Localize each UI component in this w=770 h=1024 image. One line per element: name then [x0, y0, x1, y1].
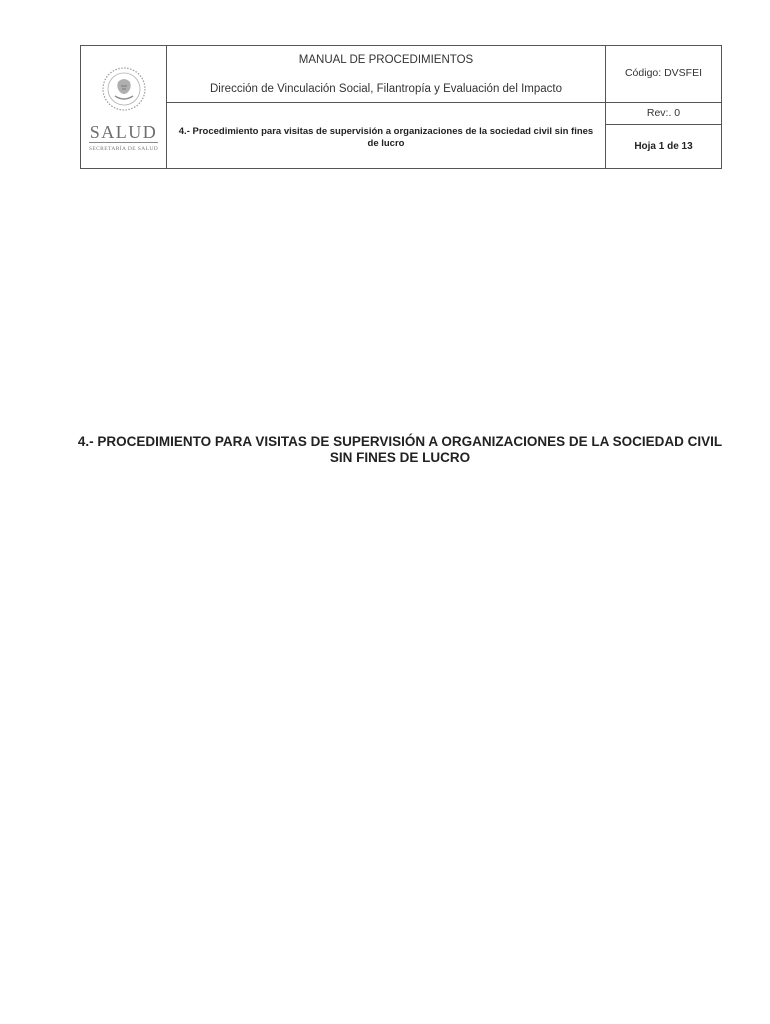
- page-count-cell: [605, 124, 721, 168]
- manual-info-cell: [167, 46, 605, 102]
- salud-logo-text: SALUD: [89, 122, 158, 142]
- page-count-text: Hoja 1 de 13: [634, 141, 693, 152]
- procedure-title-cell: [167, 102, 605, 168]
- codigo-text: Código: DVSFEI: [624, 67, 703, 79]
- mexican-coat-of-arms-seal-icon: [101, 66, 147, 112]
- manual-title: MANUAL DE PROCEDIMIENTOS: [298, 54, 474, 66]
- document-header-table: [80, 45, 722, 169]
- section-heading: 4.- PROCEDIMIENTO PARA VISITAS DE SUPERVISIÓN A ORGANIZACIONES DE LA SOCIEDAD CIVIL SIN FINES DE LUCRO: [77, 434, 723, 465]
- logo-divider: [89, 142, 158, 143]
- logo-cell: [81, 46, 167, 168]
- direccion-name: Dirección de Vinculación Social, Filantropía y Evaluación del Impacto: [209, 83, 562, 95]
- codigo-cell: [605, 46, 721, 102]
- procedure-title: 4.- Procedimiento para visitas de supervisión a organizaciones de la sociedad civil sin fines de lucro: [178, 126, 594, 149]
- secretaria-logo-text: SECRETARÍA DE SALUD: [88, 146, 159, 152]
- revision-text: Rev:. 0: [646, 107, 681, 119]
- revision-cell: [605, 102, 721, 124]
